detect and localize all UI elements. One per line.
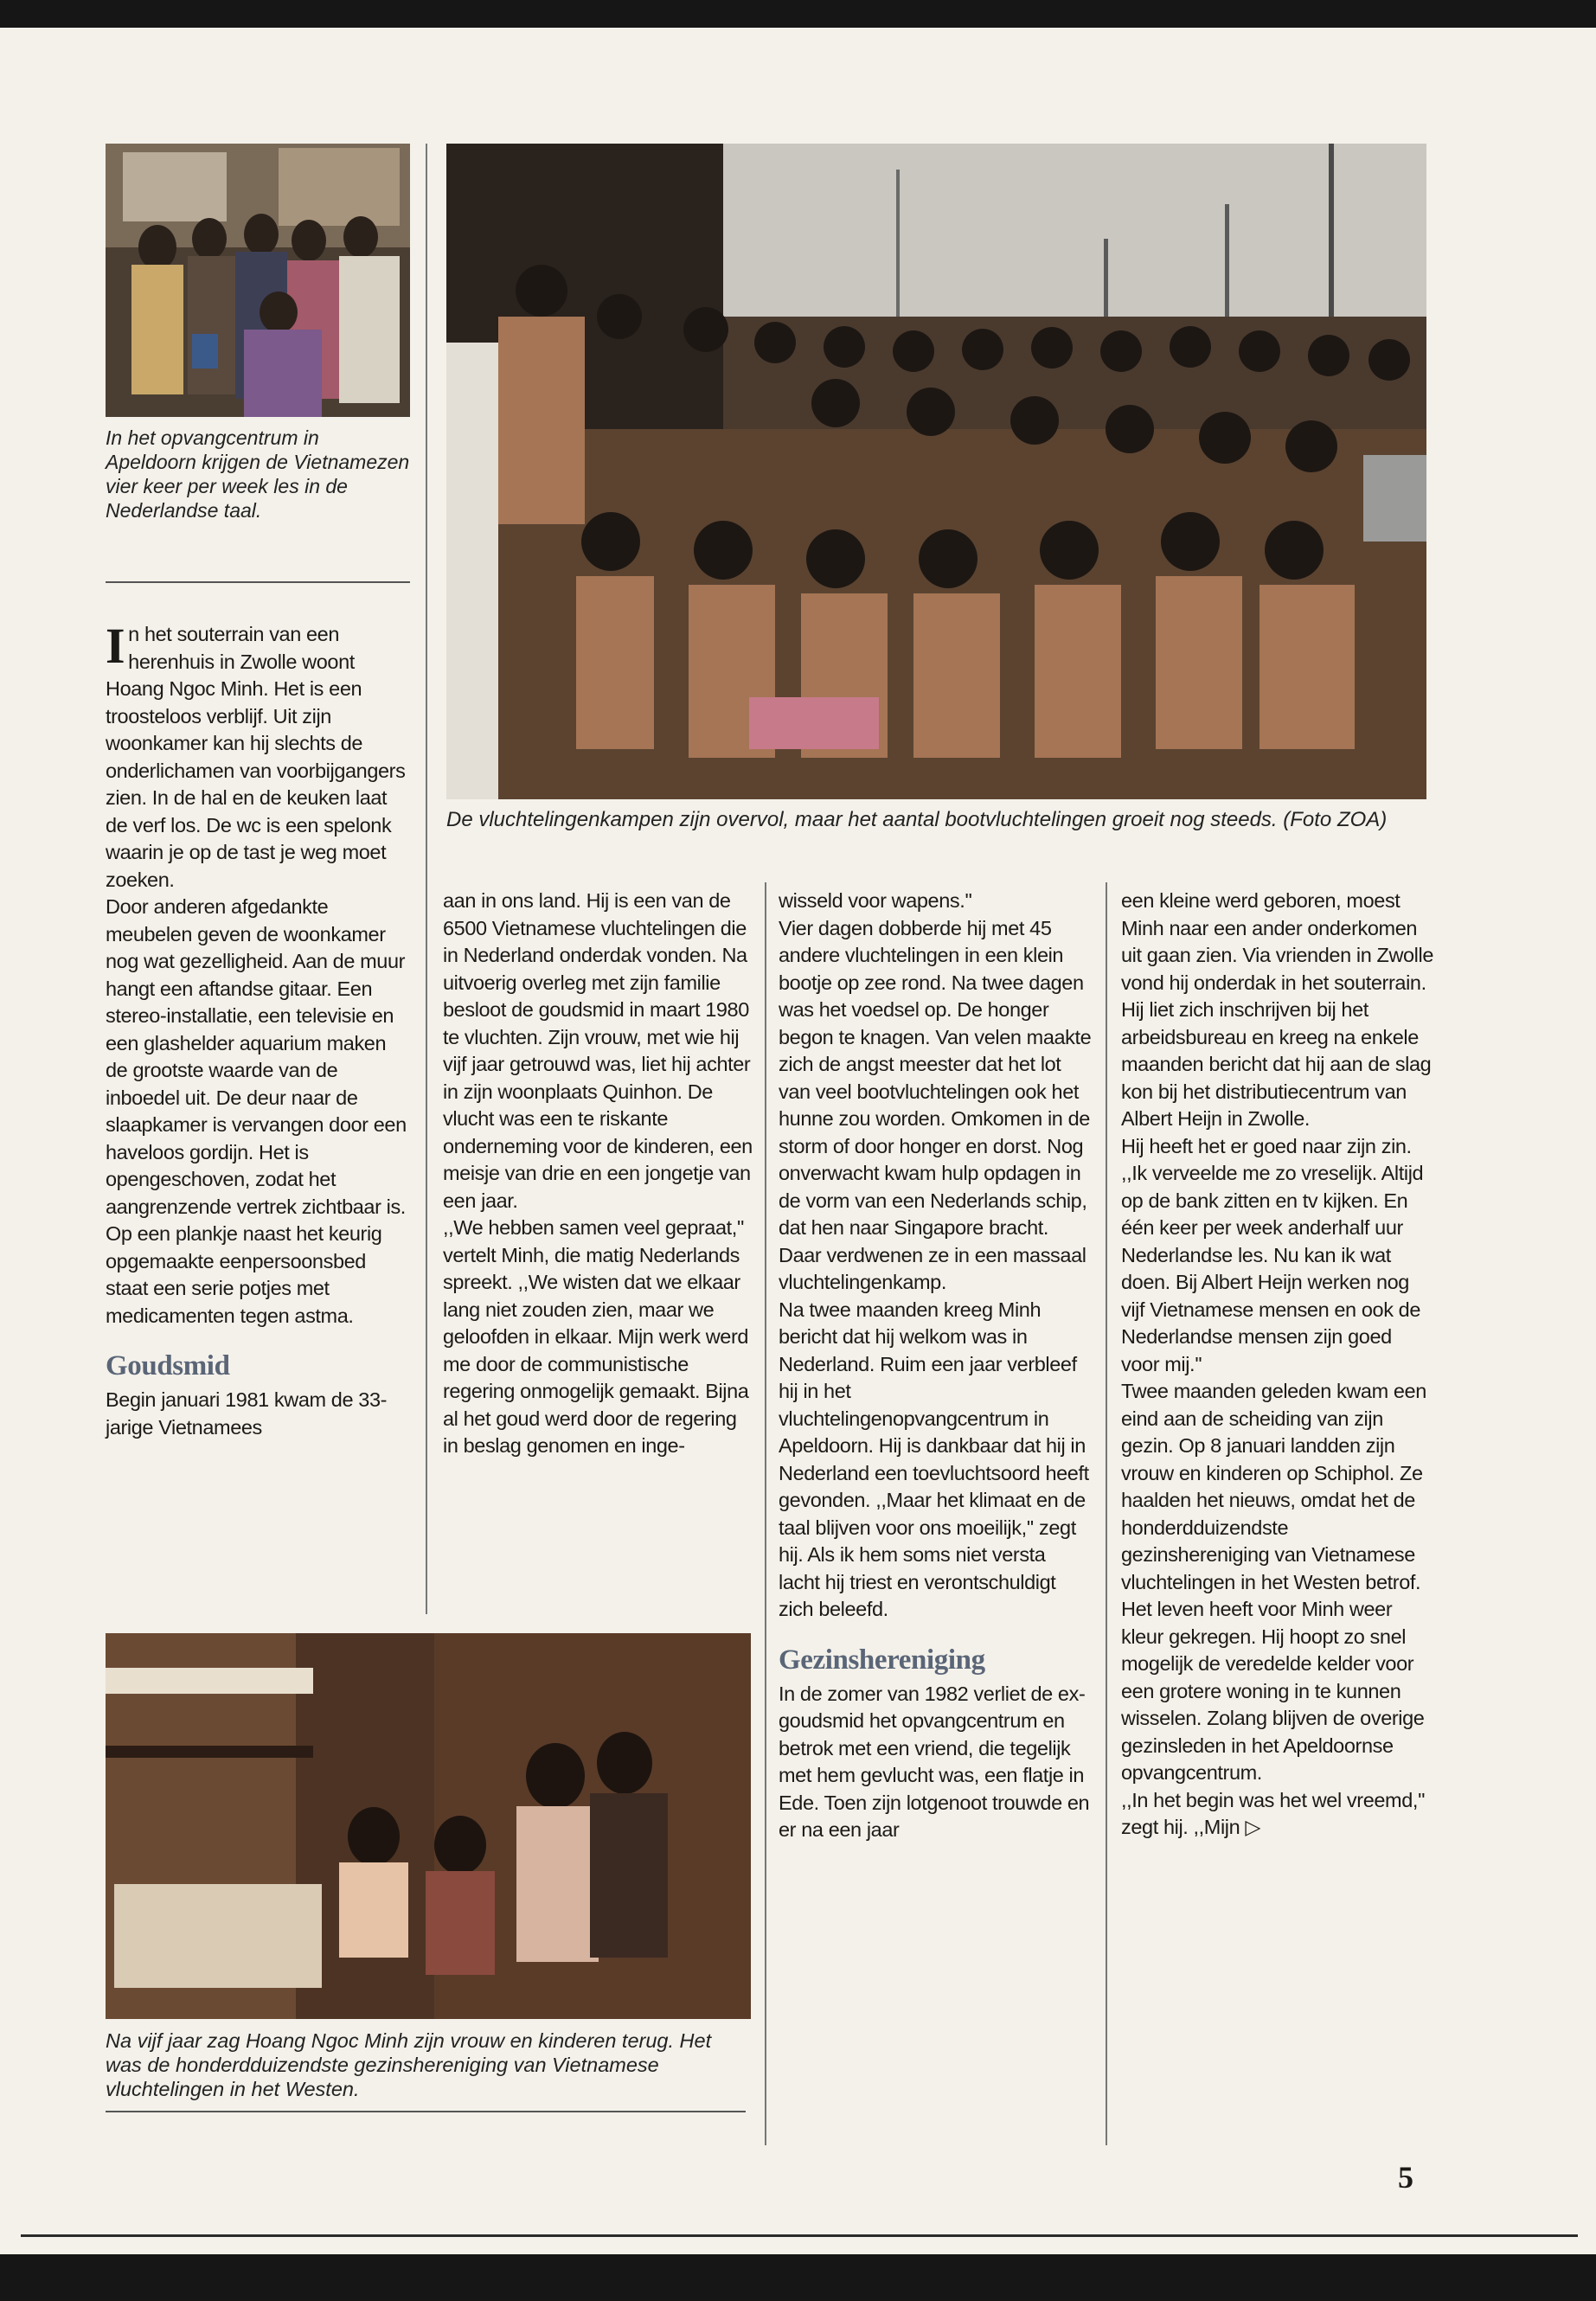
- paragraph: Hij heeft het er goed naar zijn zin. ,,Ik verveelde me zo vreselijk. Altijd op de bank zitten en tv kijken. En één keer per week anderhalf uur Nederlandse les. Nu kan ik wat doen. Bij Albert Heijn werken nog vijf Vietnamese mensen en ook de Nederlandse mensen zijn goed voor mij.'': [1121, 1134, 1424, 1375]
- column-4-text: [1121, 888, 1434, 1842]
- family-photo: [106, 1633, 751, 2019]
- column-divider-2: [765, 882, 766, 2145]
- classroom-photo: [106, 144, 410, 417]
- refugee-camp-photo: [446, 144, 1426, 799]
- paragraph: Vier dagen dobberde hij met 45 andere vluchtelingen in een klein bootje op zee rond. Na twee dagen was het voedsel op. De honger begon te knagen. Van velen maakte zich de angst meester dat het lot van veel bootvluchtelingen ook het hunne zou worden. Omkomen in de storm of door honger en dorst. Nog onverwacht kwam hulp opdagen in de vorm van een Nederlands schip, dat hen naar Singapore bracht. Daar verdwenen ze in een massaal vluchtelingenkamp.: [779, 916, 1092, 1293]
- paragraph: ,,In het begin was het wel vreemd,'' zegt hij. ,,Mijn ▷: [1121, 1788, 1426, 1838]
- page-number: 5: [1398, 2160, 1413, 2195]
- paragraph: Twee maanden geleden kwam een eind aan de scheiding van zijn gezin. Op 8 januari landden zijn vrouw en kinderen op Schiphol. Ze haalden het nieuws, omdat het de honderdduizendste gezinshereniging van Vietnamese vluchtelingen in het Westen betrof. Het leven heeft voor Minh weer kleur gekregen. Hij hoopt zo snel mogelijk de veredelde kelder voor een grotere woning in te kunnen wisselen. Zolang blijven de overige gezinsleden in het Apeldoornse opvangcentrum.: [1121, 1380, 1426, 1784]
- column-divider-1: [426, 144, 427, 1614]
- paragraph: een kleine werd geboren, moest Minh naar een ander onderkomen uit gaan zien. Via vrienden in Zwolle vond hij onderdak in het souterrain. Hij liet zich inschrijven bij het arbeidsbureau en kreeg na enkele maanden bericht dat hij aan de slag kon bij het distributiecentrum van Albert Heijn in Zwolle.: [1121, 889, 1433, 1130]
- paragraph: aan in ons land. Hij is een van de 6500 Vietnamese vluchtelingen die in Nederland onderdak vonden. Na uitvoerig overleg met zijn familie besloot de goudsmid in maart 1980 te vluchten. Zijn vrouw, met wie hij vijf jaar getrouwd was, liet hij achter in zijn woonplaats Quinhon. De vlucht was een te riskante onderneming voor de kinderen, een meisje van drie en een jongetje van een jaar.: [443, 889, 753, 1212]
- column-2-text: [443, 888, 754, 1460]
- paragraph: ,,We hebben samen veel gepraat,'' vertelt Minh, die matig Nederlands spreekt. ,,We wisten dat we elkaar lang niet zouden zien, maar we geloofden in elkaar. Mijn werk werd me door de communistische regering onmogelijk gemaakt. Bijna al het goud werd door de regering in beslag genomen en inge-: [443, 1216, 749, 1457]
- column-3-text: [779, 888, 1092, 1844]
- page-bottom-rule: [21, 2234, 1578, 2237]
- paragraph: wisseld voor wapens.'': [779, 889, 972, 912]
- top-border-bar: [0, 0, 1596, 28]
- paragraph: In de zomer van 1982 verliet de ex-goudsmid het opvangcentrum en betrok met een vriend, die tegelijk met hem gevlucht was, een flatje in Ede. Toen zijn lotgenoot trouwde en er na een jaar: [779, 1682, 1090, 1841]
- paragraph: Begin januari 1981 kwam de 33-jarige Vietnamees: [106, 1388, 388, 1439]
- bottom-border-bar: [0, 2254, 1596, 2301]
- caption-divider: [106, 581, 410, 583]
- column-divider-3: [1106, 882, 1107, 2145]
- paragraph: Door anderen afgedankte meubelen geven de woonkamer nog wat gezelligheid. Aan de muur hangt een aftandse gitaar. Een stereo-installatie, een televisie en een glashelder aquarium maken de grootste waarde van de inboedel uit. De deur naar de slaapkamer is vervangen door een haveloos gordijn. Het is opengeschoven, zodat het aangrenzende vertrek zichtbaar is. Op een plankje naast het keurig opgemaakte eenpersoonsbed staat een serie potjes met medicamenten tegen astma.: [106, 895, 407, 1327]
- intro-paragraph: In het souterrain van een herenhuis in Zwolle woont Hoang Ngoc Minh. Het is een troosteloos verblijf. Uit zijn woonkamer kan hij slechts de onderlichamen van voorbijgangers zien. In de hal en de keuken laat de verf los. De wc is een spelonk waarin je op de tast je weg moet zoeken.: [106, 618, 406, 891]
- family-photo-caption: Na vijf jaar zag Hoang Ngoc Minh zijn vrouw en kinderen terug. Het was de honderdduizendste gezinshereniging van Vietnamese vluchtelingen in het Westen.: [106, 2029, 712, 2100]
- drop-cap: I: [106, 618, 125, 674]
- paragraph: Na twee maanden kreeg Minh bericht dat hij welkom was in Nederland. Ruim een jaar verbleef hij in het vluchtelingenopvangcentrum in Apeldoorn. Hij is dankbaar dat hij in Nederland een toevluchtsoord heeft gevonden. ,,Maar het klimaat en de taal blijven voor ons moeilijk,'' zegt hij. Als ik hem soms niet versta lacht hij triest en verontschuldigt zich beleefd.: [779, 1298, 1089, 1620]
- caption-underline: [106, 2111, 746, 2112]
- continue-arrow-icon: ▷: [1245, 1816, 1261, 1838]
- classroom-photo-caption: In het opvangcentrum in Apeldoorn krijgen de Vietnamezen vier keer per week les in de Nederlandse taal.: [106, 426, 410, 522]
- column-1-text: [106, 618, 410, 1441]
- section-heading-gezinshereniging: Gezinshereniging: [779, 1644, 985, 1676]
- section-heading-goudsmid: Goudsmid: [106, 1350, 230, 1381]
- refugee-camp-photo-caption: De vluchtelingenkampen zijn overvol, maar het aantal bootvluchtelingen groeit nog steeds. (Foto ZOA): [446, 808, 1388, 831]
